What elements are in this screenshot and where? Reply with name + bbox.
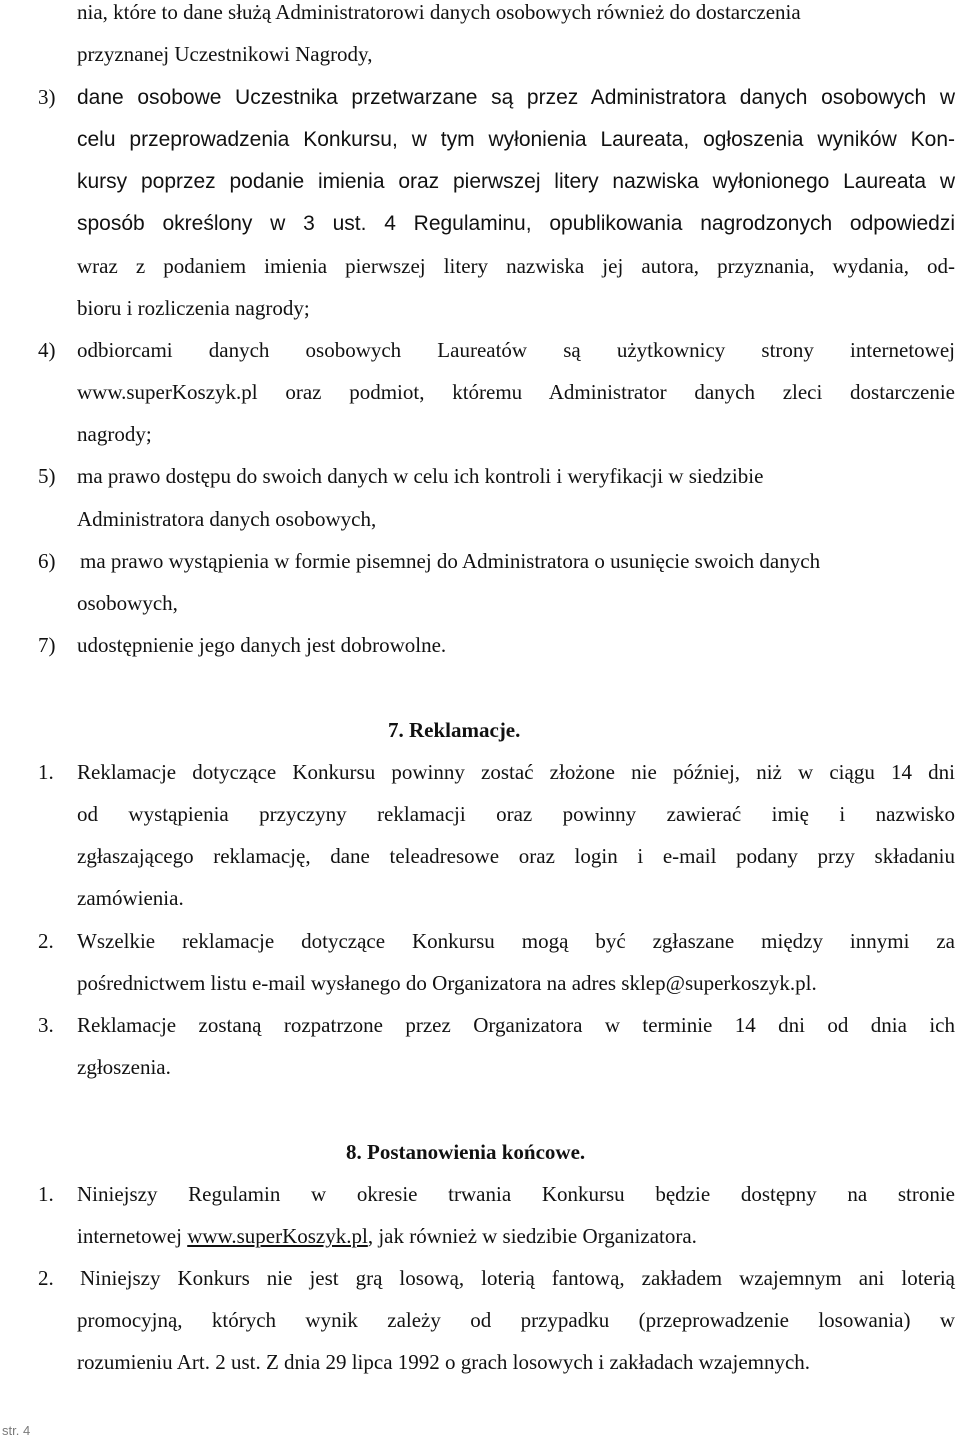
list-number: 5) — [38, 464, 56, 488]
body-line: odbiorcami danych osobowych Laureatów są użytkownicy strony internetowej — [77, 338, 955, 362]
body-line: celu przeprowadzenia Konkursu, w tym wyłonienia Laureata, ogłoszenia wyników Kon- — [77, 128, 955, 151]
body-line: sposób określony w 3 ust. 4 Regulaminu, opublikowania nagrodzonych odpowiedzi — [77, 212, 955, 235]
body-line: zamówienia. — [77, 886, 184, 910]
body-line: zgłaszającego reklamację, dane teleadresowe oraz login i e-mail podany przy składaniu — [77, 844, 955, 868]
list-number: 4) — [38, 338, 56, 362]
body-text: , jak również w siedzibie Organizatora. — [367, 1224, 697, 1248]
body-line: osobowych, — [77, 591, 178, 615]
list-number: 3. — [38, 1013, 54, 1037]
body-line: nagrody; — [77, 422, 152, 446]
body-line: Reklamacje dotyczące Konkursu powinny zostać złożone nie później, niż w ciągu 14 dni — [77, 760, 955, 784]
body-text: internetowej — [77, 1224, 188, 1248]
body-line: od wystąpienia przyczyny reklamacji oraz powinny zawierać imię i nazwisko — [77, 802, 955, 826]
list-number: 2. — [38, 1266, 54, 1290]
list-number: 2. — [38, 929, 54, 953]
body-line: Wszelkie reklamacje dotyczące Konkursu mogą być zgłaszane między innymi za — [77, 929, 955, 953]
body-line: ma prawo dostępu do swoich danych w celu ich kontroli i weryfikacji w siedzibie — [77, 464, 764, 488]
section-heading-reklamacje: 7. Reklamacje. — [388, 718, 521, 742]
body-line: udostępnienie jego danych jest dobrowolne. — [77, 633, 447, 657]
body-line — [77, 1226, 697, 1247]
section-heading-postanowienia: 8. Postanowienia końcowe. — [346, 1140, 586, 1164]
body-line: Reklamacje zostaną rozpatrzone przez Organizatora w terminie 14 dni od dnia ich — [77, 1013, 955, 1037]
list-number: 1. — [38, 1182, 54, 1206]
body-line: rozumieniu Art. 2 ust. Z dnia 29 lipca 1992 o grach losowych i zakładach wzajemnych. — [77, 1350, 811, 1374]
body-line: nia, które to dane służą Administratorowi danych osobowych również do dostarczenia — [77, 0, 801, 24]
body-line: Administratora danych osobowych, — [77, 507, 377, 531]
body-line: dane osobowe Uczestnika przetwarzane są przez Administratora danych osobowych w — [77, 86, 955, 109]
body-line: zgłoszenia. — [77, 1055, 171, 1079]
body-line: kursy poprzez podanie imienia oraz pierwszej litery nazwiska wyłonionego Laureata w — [77, 170, 955, 193]
page-number: str. 4 — [2, 1423, 31, 1438]
list-number: 1. — [38, 760, 54, 784]
body-line: przyznanej Uczestnikowi Nagrody, — [77, 42, 373, 66]
body-line: ma prawo wystąpienia w formie pisemnej do Administratora o usunięcie swoich danych — [80, 549, 821, 573]
website-link[interactable]: www.superKoszyk.pl — [187, 1224, 368, 1248]
list-number: 7) — [38, 633, 56, 657]
body-line: promocyjną, których wynik zależy od przypadku (przeprowadzenie losowania) w — [77, 1308, 955, 1332]
body-line: bioru i rozliczenia nagrody; — [77, 296, 310, 320]
body-line: pośrednictwem listu e-mail wysłanego do Organizatora na adres sklep@superkoszyk.pl. — [77, 971, 817, 995]
body-line: Niniejszy Konkurs nie jest grą losową, loterią fantową, zakładem wzajemnym ani loterią — [80, 1266, 955, 1290]
body-line: www.superKoszyk.pl oraz podmiot, któremu Administrator danych zleci dostarczenie — [77, 380, 955, 404]
body-line: Niniejszy Regulamin w okresie trwania Konkursu będzie dostępny na stronie — [77, 1182, 955, 1206]
list-number: 3) — [38, 85, 56, 109]
list-number: 6) — [38, 549, 56, 573]
body-line: wraz z podaniem imienia pierwszej litery nazwiska jej autora, przyznania, wydania, od- — [77, 254, 955, 278]
